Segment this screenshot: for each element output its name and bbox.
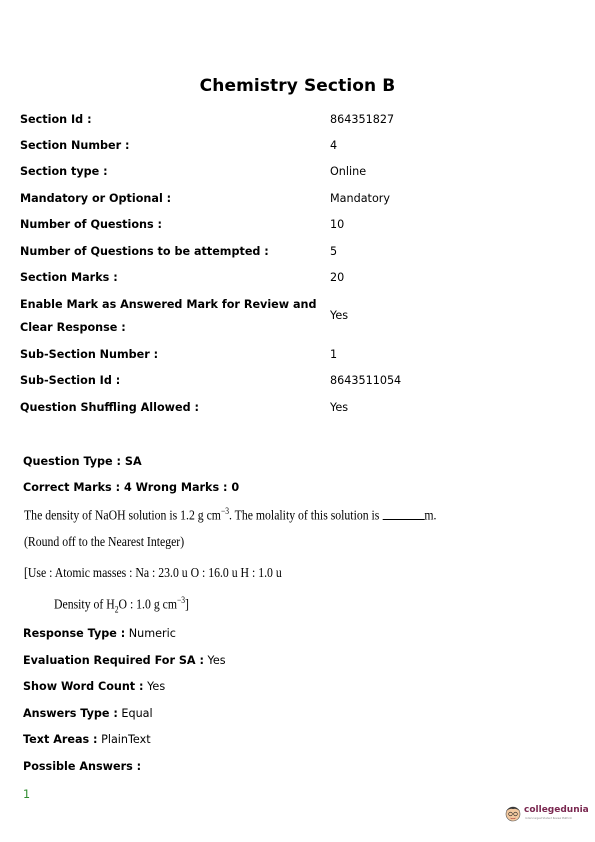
info-label: Sub-Section Id : — [20, 374, 121, 387]
info-value: Mandatory — [330, 192, 391, 205]
detail-evaluation-required — [23, 654, 226, 667]
info-label: Question Shuffling Allowed : — [20, 401, 199, 414]
detail-word-count — [23, 680, 165, 693]
info-label: Sub-Section Number : — [20, 348, 159, 361]
density-superscript: −3 — [177, 595, 186, 605]
detail-label: Show Word Count : — [23, 680, 144, 693]
question-text-part2: . The molality of this solution is — [229, 508, 380, 524]
atomic-masses-line: [Use : Atomic masses : Na : 23.0 u O : 16.0 u H : 1.0 u — [24, 566, 282, 581]
info-value: 4 — [330, 139, 338, 152]
question-text-part1: The density of NaOH solution is 1.2 g cm — [24, 508, 221, 524]
question-marks — [23, 481, 239, 494]
info-label: Section Id : — [20, 113, 92, 126]
detail-possible-answers — [23, 760, 141, 773]
detail-value: Equal — [117, 707, 153, 720]
info-value: 8643511054 — [330, 374, 402, 387]
info-value: 10 — [330, 218, 345, 231]
detail-value: Yes — [203, 654, 226, 667]
info-label: Section Number : — [20, 139, 130, 152]
round-note: (Round off to the Nearest Integer) — [24, 535, 185, 550]
collegedunia-logo — [504, 800, 589, 828]
question-text-superscript: −3 — [220, 506, 230, 516]
info-value: 1 — [330, 348, 338, 361]
info-value: Yes — [330, 401, 349, 414]
density-suffix: ] — [185, 597, 189, 613]
detail-value: PlainText — [97, 733, 151, 746]
density-mid: O : 1.0 g cm — [118, 597, 178, 613]
info-label: Mandatory or Optional : — [20, 192, 172, 205]
detail-label: Answers Type : — [23, 707, 118, 720]
info-value: 864351827 — [330, 113, 395, 126]
info-value: 5 — [330, 245, 338, 258]
info-label-continued: Clear Response : — [20, 321, 126, 334]
info-label: Number of Questions : — [20, 218, 163, 231]
info-label: Number of Questions to be attempted : — [20, 245, 269, 258]
detail-value: Numeric — [125, 627, 176, 640]
detail-label: Evaluation Required For SA : — [23, 654, 204, 667]
detail-text-areas — [23, 733, 151, 746]
possible-answer-value: 1 — [23, 788, 31, 801]
logo-tagline: India's largest Student Review Platform — [525, 817, 573, 820]
info-value: Online — [330, 165, 367, 178]
info-value: 20 — [330, 271, 345, 284]
detail-answers-type — [23, 707, 153, 720]
info-value: Yes — [330, 309, 349, 322]
detail-label: Possible Answers : — [23, 760, 142, 773]
density-subscript: 2 — [114, 604, 119, 615]
question-unit: m. — [424, 508, 437, 524]
section-title: Chemistry Section B — [199, 76, 396, 96]
mascot-icon — [504, 803, 522, 823]
density-line — [54, 595, 189, 614]
info-label: Enable Mark as Answered Mark for Review and — [20, 298, 317, 311]
info-label: Section type : — [20, 165, 108, 178]
question-marks-label: Correct Marks : 4 Wrong Marks : 0 — [23, 481, 240, 494]
question-text — [24, 506, 436, 525]
question-type-label: Question Type : SA — [23, 455, 142, 468]
logo-wordmark: collegedunia — [524, 805, 589, 815]
density-prefix: Density of H — [54, 597, 115, 613]
question-type — [23, 455, 142, 468]
answer-blank — [382, 509, 424, 520]
detail-response-type — [23, 627, 176, 640]
detail-label: Text Areas : — [23, 733, 98, 746]
detail-value: Yes — [143, 680, 166, 693]
detail-label: Response Type : — [23, 627, 126, 640]
info-label: Section Marks : — [20, 271, 118, 284]
